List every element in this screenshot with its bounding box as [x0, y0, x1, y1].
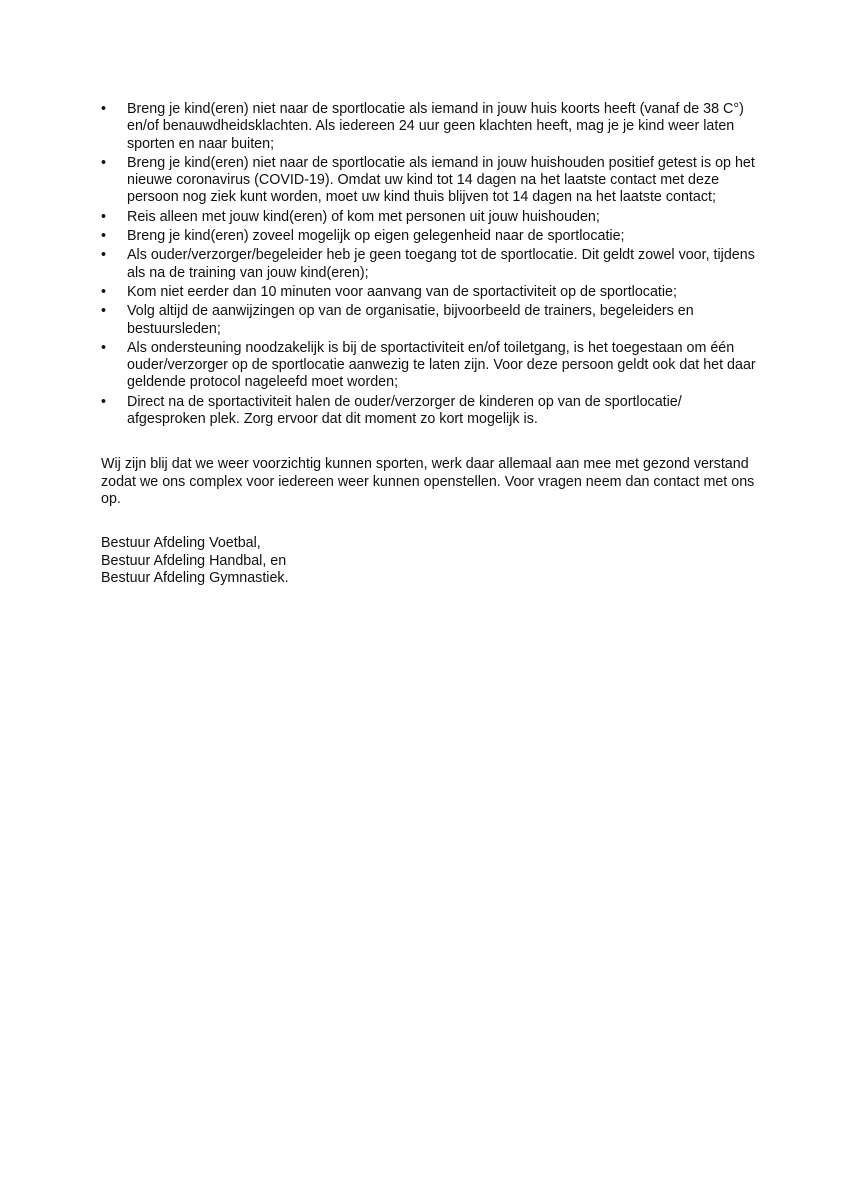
document-page — [101, 101, 761, 587]
list-item: • Kom niet eerder dan 10 minuten voor aanvang van de sportactiviteit op de sportlocatie; — [101, 284, 761, 301]
rules-list — [101, 101, 761, 428]
list-item: • Breng je kind(eren) zoveel mogelijk op eigen gelegenheid naar de sportlocatie; — [101, 228, 761, 245]
list-item: • Als ondersteuning noodzakelijk is bij de sportactiviteit en/of toiletgang, is het toegestaan om één ouder/verzorger op de sportlocatie aanwezig te laten zijn. Voor deze persoon geldt ook dat het daar geldende protocol nageleefd moet worden; — [101, 340, 761, 392]
list-item: • Volg altijd de aanwijzingen op van de organisatie, bijvoorbeeld de trainers, begeleiders en bestuursleden; — [101, 303, 761, 338]
list-item: • Direct na de sportactiviteit halen de ouder/verzorger de kinderen op van de sportlocatie/ afgesproken plek. Zorg ervoor dat dit moment zo kort mogelijk is. — [101, 394, 761, 429]
list-item: • Als ouder/verzorger/begeleider heb je geen toegang tot de sportlocatie. Dit geldt zowel voor, tijdens als na de training van jouw kind(eren); — [101, 247, 761, 282]
signature-line: Bestuur Afdeling Gymnastiek. — [101, 569, 289, 586]
list-item: • Breng je kind(eren) niet naar de sportlocatie als iemand in jouw huis koorts heeft (vanaf de 38 C°) en/of benauwdheidsklachten. Als iedereen 24 uur geen klachten heeft, mag je je kind weer laten sporten en naar buiten; — [101, 101, 761, 153]
closing-paragraph: Wij zijn blij dat we weer voorzichtig kunnen sporten, werk daar allemaal aan mee met gezond verstand zodat we ons complex voor iedereen weer kunnen openstellen. Voor vragen neem dan contact met ons op. — [101, 456, 755, 507]
signature-block — [101, 535, 761, 587]
list-item: • Reis alleen met jouw kind(eren) of kom met personen uit jouw huishouden; — [101, 209, 761, 226]
signature-line: Bestuur Afdeling Voetbal, — [101, 535, 261, 552]
list-item: • Breng je kind(eren) niet naar de sportlocatie als iemand in jouw huishouden positief getest is op het nieuwe coronavirus (COVID-19). Omdat uw kind tot 14 dagen na het laatste contact met deze persoon nog ziek kunt worden, moet uw kind thuis blijven tot 14 dagen na het laatste contact; — [101, 155, 761, 207]
signature-line: Bestuur Afdeling Handbal, en — [101, 552, 287, 569]
